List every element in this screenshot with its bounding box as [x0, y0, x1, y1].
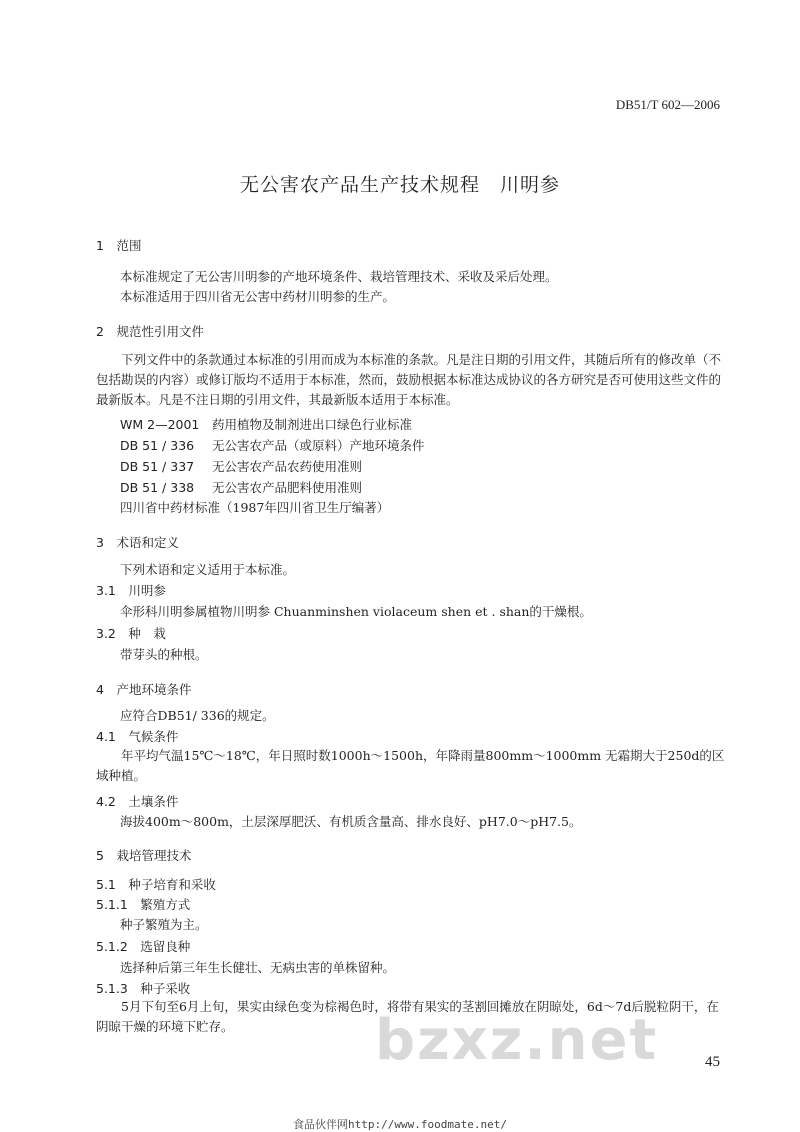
paragraph: 本标准规定了无公害川明参的产地环境条件、栽培管理技术、采收及采后处理。 [120, 269, 558, 284]
document-code: DB51/T 602—2006 [615, 97, 720, 112]
subsection-heading: 5.1.2 选留良种 [96, 939, 191, 954]
reference-item [120, 436, 425, 454]
subsection-heading: 4.2 土壤条件 [96, 794, 179, 809]
paragraph: 应符合DB51/ 336的规定。 [120, 708, 275, 723]
footer-label: 食品伙伴网 [293, 1118, 349, 1131]
section-heading-scope: 1 范围 [96, 238, 142, 253]
footer-url[interactable]: http://www.foodmate.net/ [348, 1118, 507, 1131]
reference-item [120, 478, 362, 496]
reference-title: 药用植物及制剂进出口绿色行业标准 [212, 417, 413, 432]
section-heading-references: 2 规范性引用文件 [96, 324, 204, 339]
paragraph: 年平均气温15℃～18℃，年日照时数1000h～1500h，年降雨量800mm～1000mm 无霜期大于250d的区域种植。 [96, 748, 725, 783]
term-definition: 带芽头的种根。 [120, 647, 208, 662]
reference-item: 四川省中药材标准（1987年四川省卫生厅编著） [120, 500, 390, 515]
paragraph: 5月下旬至6月上旬，果实由绿色变为棕褐色时，将带有果实的茎割回摊放在阴晾处，6d～7d后脱粒阴干，在阴晾干燥的环境下贮存。 [96, 999, 719, 1034]
reference-title: 无公害农产品肥料使用准则 [212, 480, 363, 495]
reference-code: DB 51 / 338 [120, 480, 195, 495]
section-heading-cultivation: 5 栽培管理技术 [96, 848, 192, 863]
reference-title: 无公害农产品（或原料）产地环境条件 [212, 438, 425, 453]
subsection-heading: 4.1 气候条件 [96, 729, 179, 744]
paragraph: 下列文件中的条款通过本标准的引用而成为本标准的条款。凡是注日期的引用文件，其随后所有的修改单（不包括勘误的内容）或修订版均不适用于本标准，然而，鼓励根据本标准达成协议的各方研究是否可使用这些文件的最新版本。凡是不注日期的引用文件，其最新版本适用于本标准。 [96, 352, 722, 407]
section-heading-terms: 3 术语和定义 [96, 535, 179, 550]
term-definition: 伞形科川明参属植物川明参 Chuanminshen violaceum shen et . shan的干燥根。 [120, 604, 592, 619]
reference-item [120, 457, 362, 475]
term-heading: 3.1 川明参 [96, 583, 166, 598]
document-title: 无公害农产品生产技术规程 川明参 [239, 174, 560, 196]
paragraph: 种子繁殖为主。 [120, 917, 208, 932]
paragraph: 选择种后第三年生长健壮、无病虫害的单株留种。 [120, 960, 396, 975]
term-heading: 3.2 种 栽 [96, 626, 166, 641]
footer [0, 1116, 800, 1132]
reference-code: WM 2—2001 [120, 417, 200, 432]
subsection-heading: 5.1.1 繁殖方式 [96, 897, 191, 912]
subsection-heading: 5.1.3 种子采收 [96, 981, 191, 996]
paragraph: 海拔400m～800m，土层深厚肥沃、有机质含量高、排水良好、pH7.0～pH7.5。 [120, 814, 582, 829]
watermark: bzxz.net [375, 1008, 659, 1073]
paragraph: 下列术语和定义适用于本标准。 [120, 562, 296, 577]
subsection-heading: 5.1 种子培育和采收 [96, 877, 216, 892]
section-heading-environment: 4 产地环境条件 [96, 682, 192, 697]
reference-title: 无公害农产品农药使用准则 [212, 459, 363, 474]
reference-code: DB 51 / 336 [120, 438, 195, 453]
page-number: 45 [705, 1054, 720, 1070]
reference-code: DB 51 / 337 [120, 459, 195, 474]
reference-item [120, 415, 412, 433]
paragraph: 本标准适用于四川省无公害中药材川明参的生产。 [120, 289, 396, 304]
